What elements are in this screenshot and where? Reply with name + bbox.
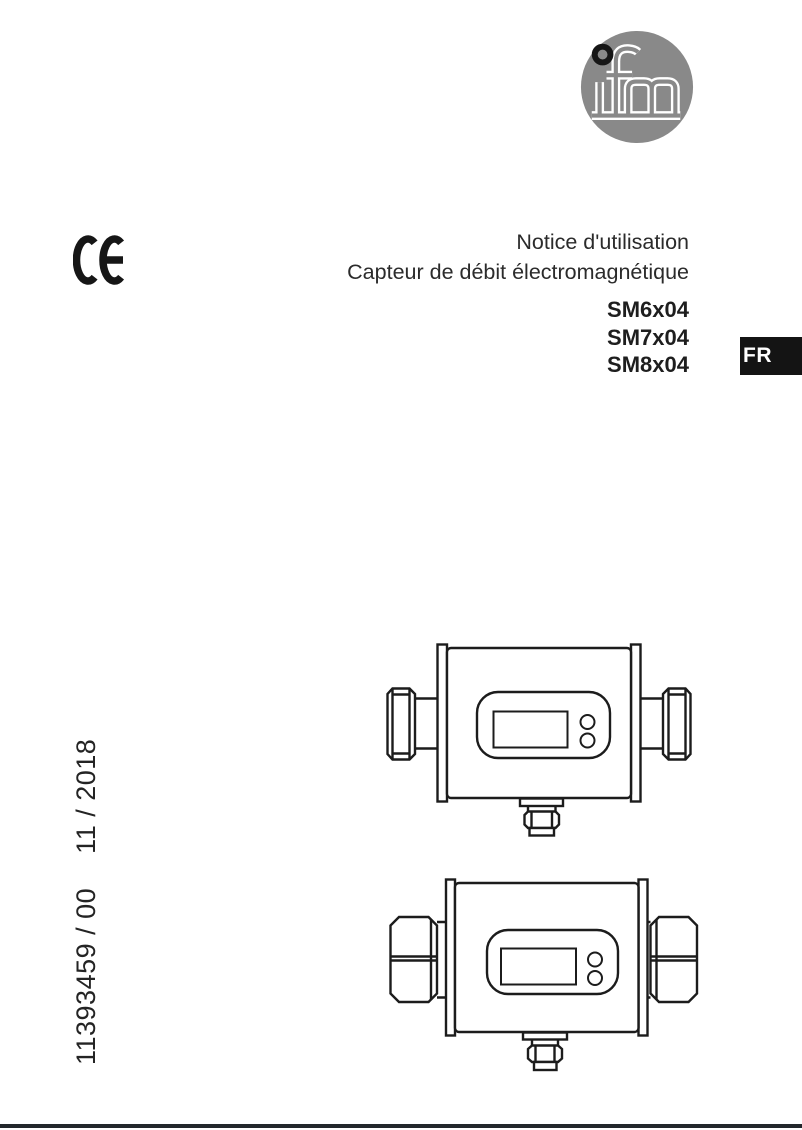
footer-rule [0,1124,802,1128]
ce-mark [73,235,127,285]
pushbutton [588,953,602,967]
lcd-screen [501,949,576,985]
language-badge [740,337,802,375]
connector-tip [530,828,555,836]
document-number: 11393459 / 00 [71,887,101,1065]
left-end-plate [446,880,455,1036]
connector-nut [528,1046,562,1063]
pushbutton [588,971,602,985]
connector-nut [525,812,560,829]
publication-date: 11 / 2018 [71,738,101,854]
left-pipe-stub [415,699,438,749]
right-end-plate [639,880,648,1036]
right-end-plate [631,645,641,802]
connector-flange [523,1033,567,1040]
document-subtitle: Capteur de débit électromagnétique [347,259,689,284]
title-block [347,228,689,379]
ce-letter-e [103,239,123,281]
flow-sensor-hex-adapter-drawing [386,875,701,1075]
document-title: Notice d'utilisation [516,230,689,254]
language-badge-label: FR [743,344,772,367]
left-end-plate [438,645,448,802]
pushbutton [581,715,595,729]
model-number: SM6x04 [607,297,689,322]
ifm-logo [578,28,696,146]
document-id-vertical-text [71,739,102,1065]
flow-sensor-weld-adapter-drawing [385,638,697,842]
connector-tip [534,1062,557,1070]
model-number: SM8x04 [607,352,689,377]
model-list [347,296,689,379]
pushbutton [581,734,595,748]
ce-letter-c [77,239,95,281]
connector-flange [520,799,563,807]
lcd-screen [494,712,568,748]
right-pipe-stub [640,699,663,749]
model-number: SM7x04 [607,324,689,350]
